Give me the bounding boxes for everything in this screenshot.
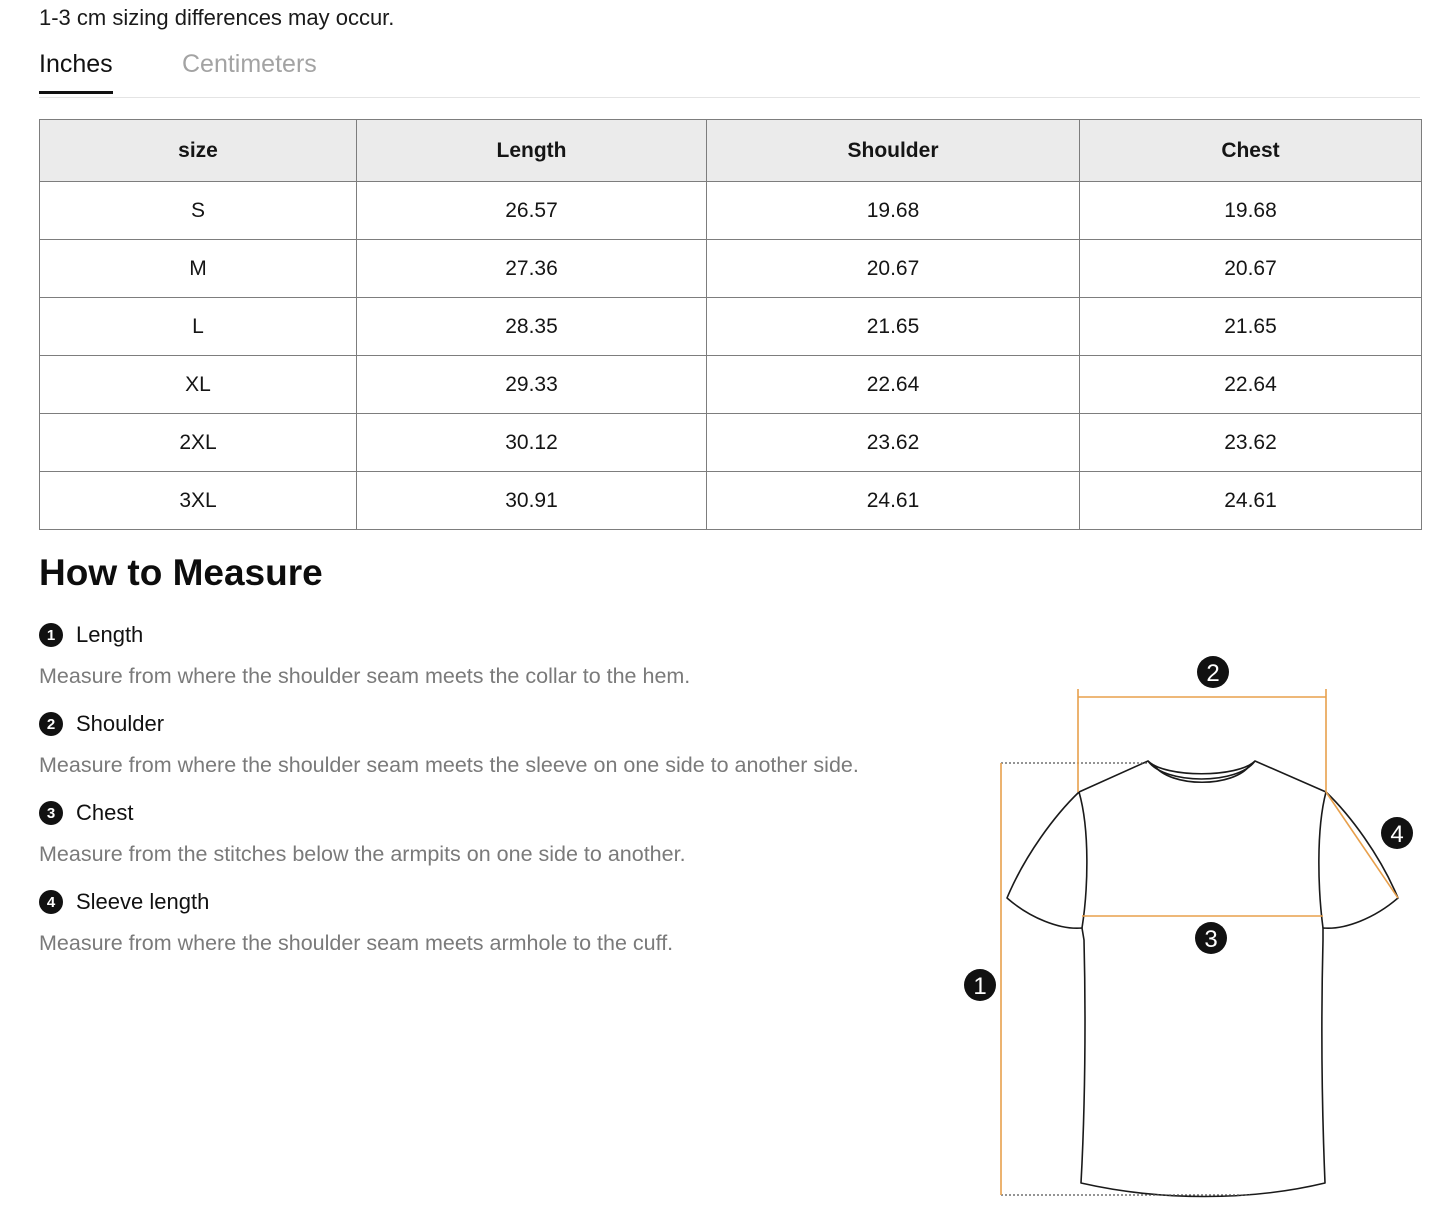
number-2-icon: 2: [39, 712, 63, 736]
number-1-icon: 1: [39, 623, 63, 647]
cell-shoulder: 22.64: [707, 356, 1080, 414]
measure-name: Sleeve length: [76, 889, 210, 914]
number-4-icon: 4: [39, 890, 63, 914]
cell-chest: 21.65: [1080, 298, 1422, 356]
cell-shoulder: 21.65: [707, 298, 1080, 356]
length-dotted-guides: [1001, 763, 1250, 1195]
measure-item-shoulder: [39, 709, 979, 798]
measure-description: Measure from where the shoulder seam meets the sleeve on one side to another side.: [39, 753, 859, 777]
cell-size: M: [40, 240, 357, 298]
header-chest: Chest: [1080, 120, 1422, 182]
header-length: Length: [357, 120, 707, 182]
measure-description: Measure from the stitches below the armpits on one side to another.: [39, 842, 686, 866]
table-row: [40, 182, 1422, 240]
cell-shoulder: 19.68: [707, 182, 1080, 240]
measure-description: Measure from where the shoulder seam meets armhole to the cuff.: [39, 931, 674, 955]
marker-3-label: 3: [1204, 926, 1218, 953]
table-header-row: [40, 120, 1422, 182]
cell-length: 27.36: [357, 240, 707, 298]
header-size: size: [40, 120, 357, 182]
cell-size: 2XL: [40, 414, 357, 472]
size-chart-table: [39, 119, 1422, 530]
measure-name: Shoulder: [76, 711, 165, 736]
cell-shoulder: 23.62: [707, 414, 1080, 472]
cell-length: 29.33: [357, 356, 707, 414]
cell-shoulder: 20.67: [707, 240, 1080, 298]
marker-1-label: 1: [973, 973, 987, 1000]
measure-item-chest: [39, 798, 979, 887]
marker-4-label: 4: [1390, 821, 1404, 848]
tshirt-outline: [1007, 761, 1398, 1197]
header-shoulder: Shoulder: [707, 120, 1080, 182]
number-3-icon: 3: [39, 801, 63, 825]
marker-3-icon: [1195, 922, 1227, 954]
cell-size: XL: [40, 356, 357, 414]
cell-chest: 20.67: [1080, 240, 1422, 298]
marker-2-label: 2: [1206, 660, 1220, 687]
cell-chest: 23.62: [1080, 414, 1422, 472]
cell-length: 30.12: [357, 414, 707, 472]
measure-item-sleeve-length: [39, 887, 979, 976]
cell-shoulder: 24.61: [707, 472, 1080, 530]
table-row: [40, 240, 1422, 298]
table-row: [40, 414, 1422, 472]
cell-length: 30.91: [357, 472, 707, 530]
how-to-measure-title: How to Measure: [39, 552, 323, 593]
unit-tabs: [39, 48, 1420, 98]
sizing-note: 1-3 cm sizing differences may occur.: [39, 5, 395, 30]
cell-chest: 22.64: [1080, 356, 1422, 414]
cell-size: 3XL: [40, 472, 357, 530]
table-row: [40, 356, 1422, 414]
table-row: [40, 298, 1422, 356]
cell-length: 28.35: [357, 298, 707, 356]
measure-instructions: [39, 620, 979, 976]
tab-inches[interactable]: Inches: [39, 50, 113, 94]
marker-1-icon: [964, 969, 996, 1001]
table-row: [40, 472, 1422, 530]
measure-description: Measure from where the shoulder seam meets the collar to the hem.: [39, 664, 691, 688]
cell-size: L: [40, 298, 357, 356]
marker-2-icon: [1197, 656, 1229, 688]
cell-chest: 24.61: [1080, 472, 1422, 530]
cell-chest: 19.68: [1080, 182, 1422, 240]
tab-centimeters[interactable]: Centimeters: [182, 50, 317, 78]
cell-size: S: [40, 182, 357, 240]
marker-4-icon: [1381, 817, 1413, 849]
measure-name: Chest: [76, 800, 134, 825]
measure-name: Length: [76, 622, 144, 647]
cell-length: 26.57: [357, 182, 707, 240]
measure-item-length: [39, 620, 979, 709]
tshirt-measurement-diagram: [950, 640, 1430, 1210]
